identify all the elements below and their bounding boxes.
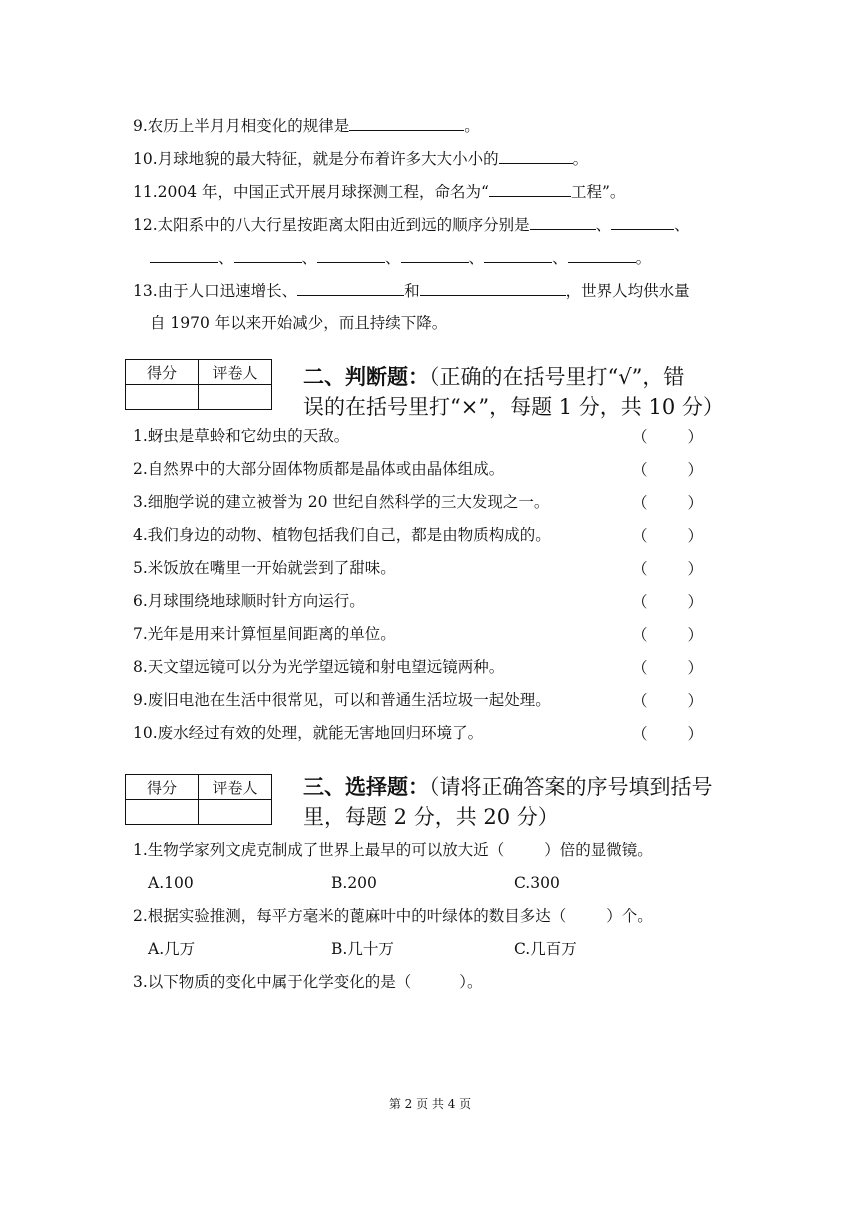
list-item: 1.蚜虫是草蛉和它幼虫的天敌。 xyxy=(133,427,350,445)
answer-bracket[interactable]: （ ） xyxy=(632,593,704,611)
answer-bracket[interactable]: （ ） xyxy=(632,428,704,446)
answer-bracket[interactable]: （ ） xyxy=(632,461,704,479)
grader-cell[interactable] xyxy=(199,800,272,825)
list-item: 5.米饭放在嘴里一开始就尝到了甜味。 xyxy=(133,559,396,577)
list-item: 4.我们身边的动物、植物包括我们自己，都是由物质构成的。 xyxy=(133,526,551,544)
list-item: 9.废旧电池在生活中很常见，可以和普通生活垃圾一起处理。 xyxy=(133,691,551,709)
option-c: C.300 xyxy=(514,874,560,892)
answer-blank[interactable] xyxy=(568,246,636,263)
choice-question-2: 2.根据实验推测，每平方毫米的蓖麻叶中的叶绿体的数目多达（ ）个。 xyxy=(133,907,653,925)
section-3-heading xyxy=(303,771,713,804)
score-label: 得分 xyxy=(126,775,199,800)
answer-blank[interactable] xyxy=(150,246,218,263)
grader-cell[interactable] xyxy=(199,385,272,410)
answer-bracket[interactable]: （ ） xyxy=(632,626,704,644)
question-13-line2: 自 1970 年以来开始减少，而且持续下降。 xyxy=(150,314,448,332)
page-number: 第 2 页 共 4 页 xyxy=(388,1097,472,1111)
option-c: C.几百万 xyxy=(514,940,577,958)
question-12-line2: 、 、 、 、 、 。 xyxy=(150,246,651,269)
answer-blank[interactable] xyxy=(401,246,469,263)
section-2-heading-line2: 误的在括号里打“×”，每题 1 分，共 10 分） xyxy=(303,395,724,419)
answer-blank[interactable] xyxy=(349,114,464,131)
answer-blank[interactable] xyxy=(611,213,674,230)
question-13: 13.由于人口迅速增长、 和 ，世界人均供水量 xyxy=(133,279,690,302)
list-item: 7.光年是用来计算恒星间距离的单位。 xyxy=(133,625,396,643)
question-10: 10.月球地貌的最大特征，就是分布着许多大大小小的 。 xyxy=(133,147,588,170)
grader-label: 评卷人 xyxy=(199,360,272,385)
answer-bracket[interactable]: （ ） xyxy=(632,659,704,677)
section-3-note: （请将正确答案的序号填到括号 xyxy=(429,775,713,799)
list-item: 6.月球围绕地球顺时针方向运行。 xyxy=(133,592,365,610)
score-cell[interactable] xyxy=(126,800,199,825)
section-3-heading-line2: 里，每题 2 分，共 20 分） xyxy=(303,805,559,829)
choice-question-3: 3.以下物质的变化中属于化学变化的是（ ）。 xyxy=(133,973,483,991)
score-cell[interactable] xyxy=(126,385,199,410)
answer-blank[interactable] xyxy=(530,213,596,230)
question-12: 12.太阳系中的八大行星按距离太阳由近到远的顺序分别是 、 、 xyxy=(133,213,690,236)
answer-bracket[interactable]: （ ） xyxy=(632,560,704,578)
grader-label: 评卷人 xyxy=(199,775,272,800)
answer-blank[interactable] xyxy=(420,279,566,296)
option-b: B.几十万 xyxy=(331,940,394,958)
score-label: 得分 xyxy=(126,360,199,385)
question-9: 9.农历上半月月相变化的规律是 。 xyxy=(133,114,480,137)
score-box xyxy=(125,774,272,825)
answer-bracket[interactable]: （ ） xyxy=(632,692,704,710)
answer-bracket[interactable]: （ ） xyxy=(632,725,704,743)
answer-bracket[interactable]: （ ） xyxy=(632,527,704,545)
answer-bracket[interactable]: （ ） xyxy=(632,494,704,512)
choice-question-1: 1.生物学家列文虎克制成了世界上最早的可以放大近（ ）倍的显微镜。 xyxy=(133,841,653,859)
section-2-heading xyxy=(303,361,684,394)
score-box xyxy=(125,359,272,410)
answer-blank[interactable] xyxy=(499,147,573,164)
answer-blank[interactable] xyxy=(234,246,302,263)
answer-blank[interactable] xyxy=(484,246,552,263)
option-a: A.100 xyxy=(148,874,194,892)
list-item: 10.废水经过有效的处理，就能无害地回归环境了。 xyxy=(133,724,484,742)
list-item: 8.天文望远镜可以分为光学望远镜和射电望远镜两种。 xyxy=(133,658,505,676)
option-a: A.几万 xyxy=(148,940,196,958)
answer-blank[interactable] xyxy=(317,246,385,263)
section-2-title: 二、判断题： xyxy=(303,365,429,389)
list-item: 3.细胞学说的建立被誉为 20 世纪自然科学的三大发现之一。 xyxy=(133,493,550,511)
question-11: 11.2004 年，中国正式开展月球探测工程，命名为“ 工程”。 xyxy=(133,180,625,203)
answer-blank[interactable] xyxy=(297,279,404,296)
list-item: 2.自然界中的大部分固体物质都是晶体或由晶体组成。 xyxy=(133,460,505,478)
section-2-note: （正确的在括号里打“√”，错 xyxy=(429,365,685,389)
answer-blank[interactable] xyxy=(489,180,571,197)
section-3-title: 三、选择题： xyxy=(303,775,429,799)
option-b: B.200 xyxy=(331,874,377,892)
